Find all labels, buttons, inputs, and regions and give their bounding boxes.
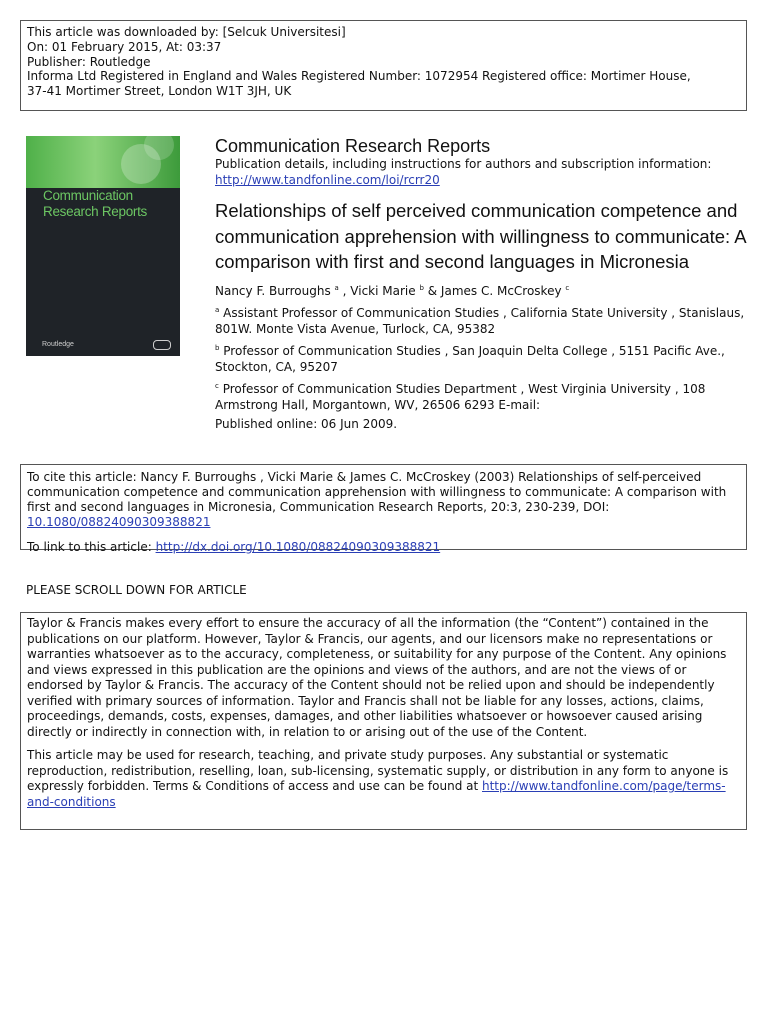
journal-title: Communication Research Reports <box>215 136 491 156</box>
journal-url-link[interactable]: http://www.tandfonline.com/loi/rcrr20 <box>215 172 440 187</box>
doi-link[interactable]: 10.1080/08824090309388821 <box>27 515 211 529</box>
author-name: Vicki Marie <box>350 283 416 298</box>
usage-paragraph: This article may be used for research, teaching, and private study purposes. Any substantial or systematic reproduction, redistribution, reselling, loan, sub-licensing, systematic supply, or distribution in any form to anyone is expressly forbidden. Terms & Conditions of access and use can be found at http://www.tandfonline.com/page/terms-and-conditions <box>27 748 729 809</box>
disclaimer-box <box>20 612 747 830</box>
download-line: 37-41 Mortimer Street, London W1T 3JH, UK <box>27 84 292 99</box>
published-date: Published online: 06 Jun 2009. <box>215 417 398 431</box>
journal-cover-image <box>26 136 180 356</box>
download-info-box <box>20 20 747 111</box>
article-link-line: To link to this article: http://dx.doi.org/10.1080/08824090309388821 <box>27 540 441 554</box>
cover-publisher-logo: Routledge <box>42 341 74 348</box>
terms-link[interactable]: http://www.tandfonline.com/page/terms-and-conditions <box>27 779 726 809</box>
affiliation: $^a$ Assistant Professor of Communication Studies , California State University , Stanislaus, 801W. Monte Vista Avenue, Turlock, CA, 95382 <box>215 306 745 336</box>
download-line: Informa Ltd Registered in England and Wales Registered Number: 1072954 Registered office: Mortimer House, <box>27 69 691 84</box>
download-line: This article was downloaded by: [Selcuk Universitesi] <box>27 25 346 39</box>
article-url-link[interactable]: http://dx.doi.org/10.1080/08824090309388821 <box>155 540 441 554</box>
author-list: Nancy F. Burroughs $^a$ , Vicki Marie $^b$ & James C. McCroskey $^c$ <box>215 283 570 298</box>
author-name: Nancy F. Burroughs <box>215 283 331 298</box>
download-line: On: 01 February 2015, At: 03:37 <box>27 39 222 54</box>
citation-box <box>20 464 747 554</box>
download-line: Publisher: Routledge <box>27 54 151 69</box>
article-title: Relationships of self perceived communication competence and communication apprehension with willingness to communicate: A comparison with first and second languages in Micronesia <box>215 200 746 272</box>
cover-green-band <box>26 136 180 188</box>
cover-title: Communication Research Reports <box>43 188 147 219</box>
author-name: James C. McCroskey <box>440 283 562 298</box>
article-metadata <box>215 135 750 432</box>
citation-text: To cite this article: Nancy F. Burroughs , Vicki Marie & James C. McCroskey (2003) Relationships of self-perceived communication competence and communication apprehension with willingness to communicate: A comparison with first and second languages in Micronesia, Communication Research Reports, 20:3, 230-239, DOI: 10.1080/08824090309388821 <box>27 470 727 529</box>
affiliation: $^b$ Professor of Communication Studies , San Joaquin Delta College , 5151 Pacific Ave., Stockton, CA, 95207 <box>215 344 725 374</box>
affiliation: $^c$ Professor of Communication Studies Department , West Virginia University , 108 Armstrong Hall, Morgantown, WV, 26506 6293 E-mail: <box>215 382 706 412</box>
publication-details: Publication details, including instructions for authors and subscription information: <box>215 157 712 171</box>
scroll-down-note: PLEASE SCROLL DOWN FOR ARTICLE <box>26 583 247 597</box>
cover-badge-icon <box>153 340 171 350</box>
disclaimer-paragraph: Taylor & Francis makes every effort to ensure the accuracy of all the information (the “Content”) contained in the publications on our platform. However, Taylor & Francis, our agents, and our licensors make no representations or warranties whatsoever as to the accuracy, completeness, or suitability for any purpose of the Content. Any opinions and views expressed in this publication are the opinions and views of the authors, and are not the views of or endorsed by Taylor & Francis. The accuracy of the Content should not be relied upon and should be independently verified with primary sources of information. Taylor and Francis shall not be liable for any losses, actions, claims, proceedings, demands, costs, expenses, damages, and other liabilities whatsoever or howsoever caused arising directly or indirectly in connection with, in relation to or arising out of the use of the Content. <box>27 616 727 739</box>
